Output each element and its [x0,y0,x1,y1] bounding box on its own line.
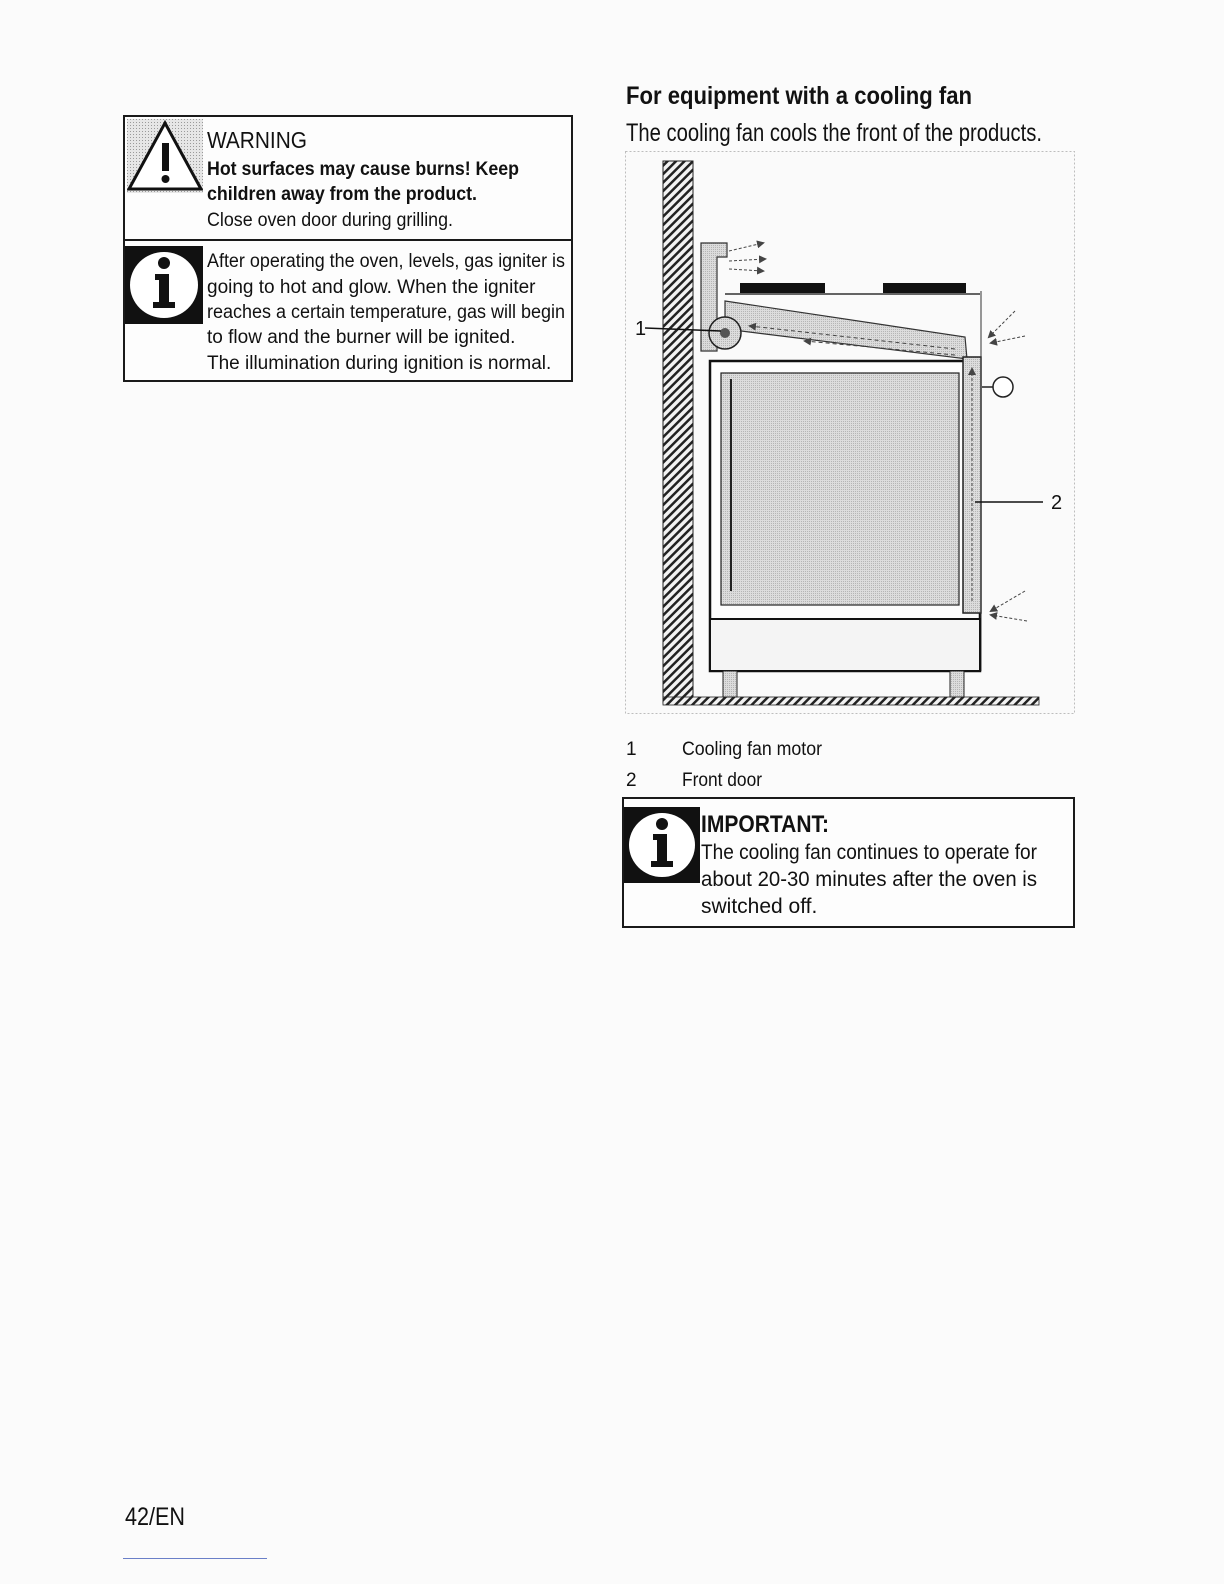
important-line-2: about 20-30 minutes after the oven is [701,868,1037,891]
foot-left [723,671,737,697]
warning-text-line: Close oven door during grilling. [207,210,453,231]
info-line-1: After operating the oven, levels, gas igniter is [207,251,565,272]
info-line-2: going to hot and glow. When the igniter [207,277,536,298]
footer-rule [123,1558,267,1559]
callout-1: 1 [635,318,647,340]
info-line-3: reaches a certain temperature, gas will begin [207,302,565,323]
info-line-5: The illumination during ignition is normal. [207,353,552,374]
info-icon [624,807,700,883]
important-box [622,797,1075,928]
warning-triangle-icon [127,119,203,193]
important-line-1: The cooling fan continues to operate for [701,841,1037,864]
important-title: IMPORTANT: [701,811,829,838]
warning-bold-line-1: Hot surfaces may cause burns! Keep [207,159,519,180]
callout-2: 2 [1051,492,1063,514]
legend-number: 1 [626,739,637,760]
warning-title: WARNING [207,127,307,153]
info-line-4: to flow and the burner will be ignited. [207,327,516,348]
floor [663,697,1039,705]
oven-cavity [721,373,959,605]
foot-right [950,671,964,697]
page-number: 42/EN [125,1503,185,1531]
wall [663,161,693,703]
section-intro: The cooling fan cools the front of the products. [626,119,1042,147]
important-line-3: switched off. [701,895,818,918]
storage-drawer [710,619,980,671]
info-icon [125,246,203,324]
warning-bold-line-2: children away from the product. [207,184,477,205]
legend-number: 2 [626,770,637,791]
legend-label: Front door [682,770,762,791]
box-divider [125,239,571,241]
burner-right [883,283,966,293]
warning-info-box [123,115,573,382]
legend-label: Cooling fan motor [682,739,822,760]
cooling-fan-diagram [625,151,1075,714]
burner-left [740,283,825,293]
oven-knob [993,377,1013,397]
section-heading: For equipment with a cooling fan [626,82,972,110]
